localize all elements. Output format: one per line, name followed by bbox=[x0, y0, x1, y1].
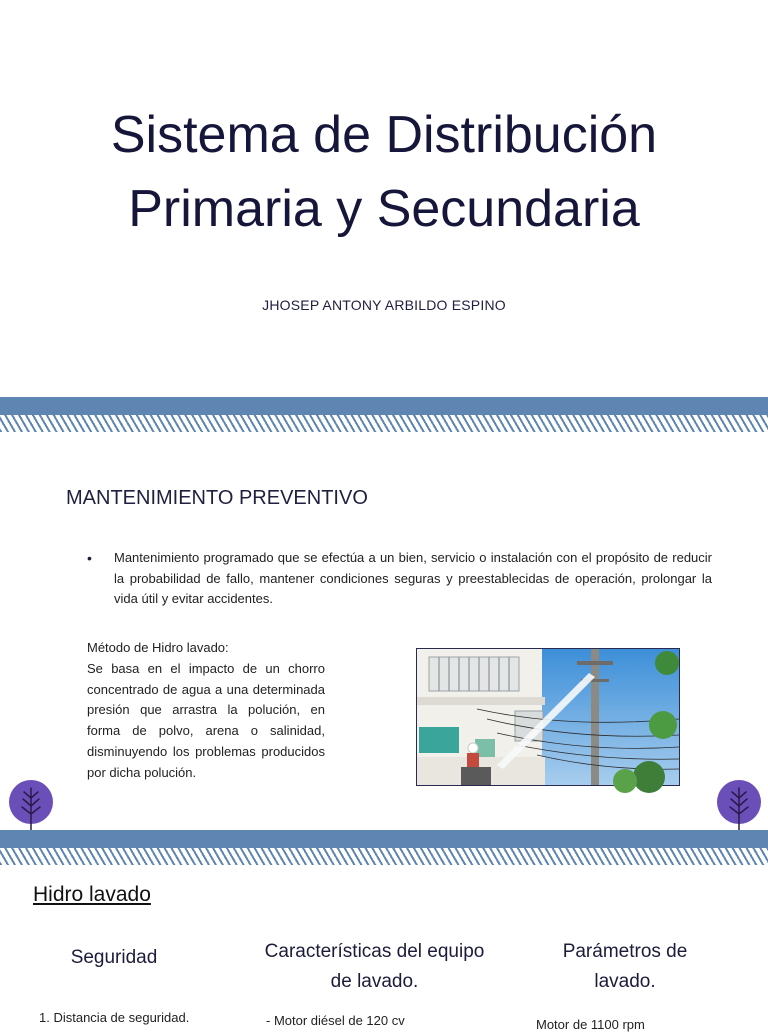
title-line-1: Sistema de Distribución bbox=[110, 106, 658, 164]
bullet-text: Mantenimiento programado que se efectúa a un bien, servicio o instalación con el propósito de reducir la probabilidad de fallo, mantener condiciones seguras y preestablecidas de operación, prolongar la vida útil y evitar accidentes. bbox=[114, 550, 712, 606]
column-title-equipment: Características del equipo de lavado. bbox=[264, 941, 485, 992]
method-description bbox=[87, 638, 325, 784]
slide-divider bbox=[0, 830, 768, 865]
equipment-item: - Motor diésel de 120 cv bbox=[266, 1013, 405, 1028]
bullet-item bbox=[87, 548, 712, 610]
title-slide bbox=[0, 0, 768, 397]
author-name: JHOSEP ANTONY ARBILDO ESPINO bbox=[262, 297, 506, 313]
column-title-safety: Seguridad bbox=[70, 947, 158, 968]
hydro-washing-slide bbox=[0, 866, 768, 1032]
parameter-item: Motor de 1100 rpm bbox=[536, 1017, 645, 1032]
hydro-washing-photo bbox=[416, 648, 680, 786]
maintenance-slide bbox=[0, 432, 768, 830]
column-title-parameters: Parámetros de lavado. bbox=[562, 941, 688, 992]
presentation-title bbox=[0, 98, 768, 246]
method-title: Método de Hidro lavado: bbox=[87, 640, 229, 655]
tree-icon bbox=[9, 780, 53, 824]
bullet-marker: • bbox=[87, 550, 92, 566]
tree-icon bbox=[717, 780, 761, 824]
slide-heading: Hidro lavado bbox=[33, 883, 151, 906]
title-line-2: Primaria y Secundaria bbox=[128, 180, 640, 238]
method-body: Se basa en el impacto de un chorro concentrado de agua a una determinada presión que arrastra la polución, en forma de polvo, arena o salinidad, disminuyendo los problemas producidos por dicha polución. bbox=[87, 660, 325, 780]
slide-divider bbox=[0, 397, 768, 432]
safety-item: 1. Distancia de seguridad. bbox=[39, 1010, 190, 1025]
section-heading: MANTENIMIENTO PREVENTIVO bbox=[66, 487, 368, 509]
